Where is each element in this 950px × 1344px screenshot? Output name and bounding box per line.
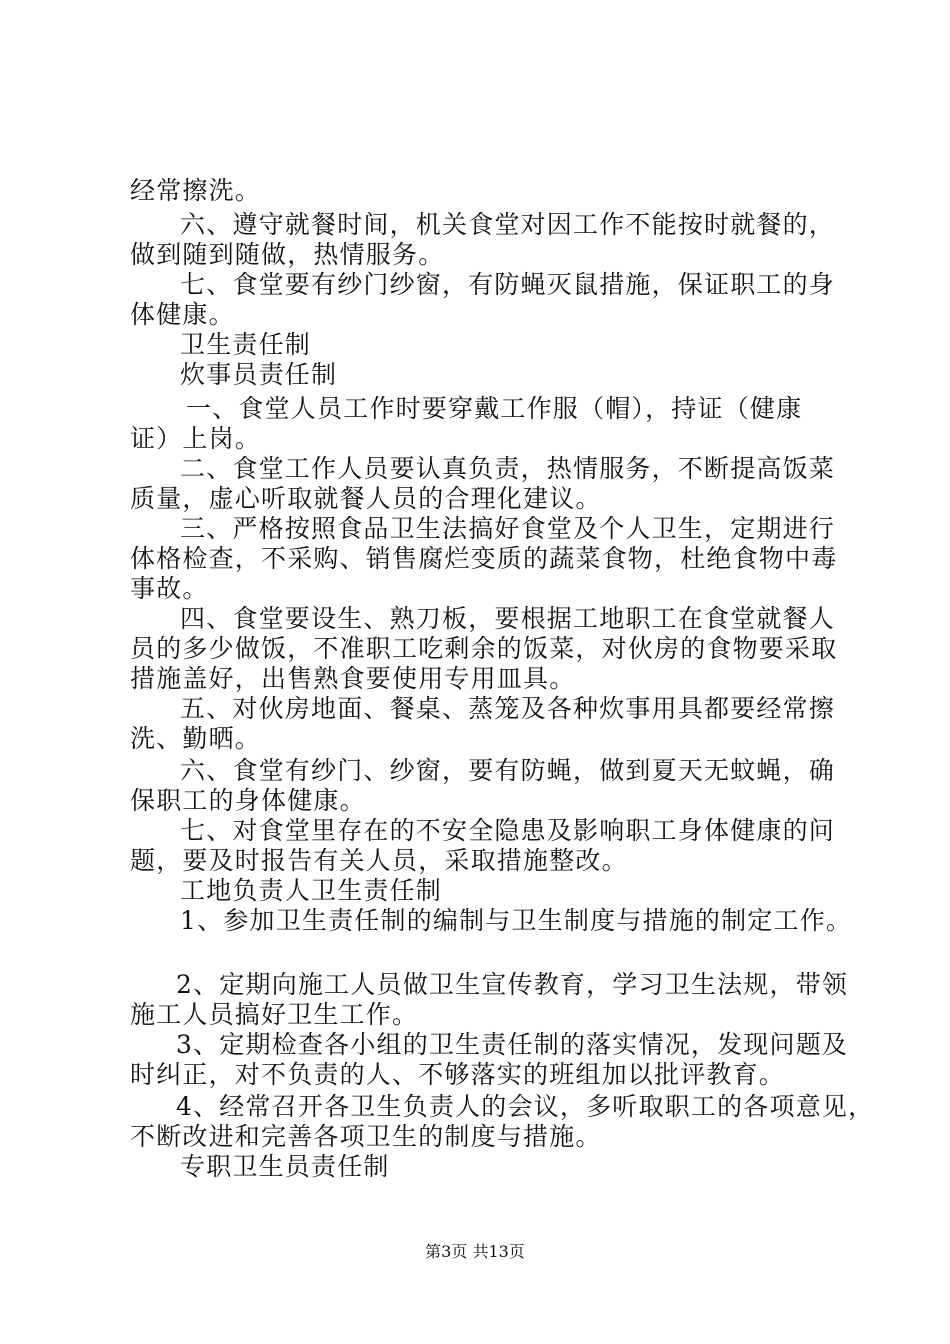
text-line: 3、定期检查各小组的卫生责任制的落实情况，发现问题及 <box>176 1030 849 1059</box>
text-line: 4、经常召开各卫生负责人的会议，多听取职工的各项意见， <box>176 1092 875 1121</box>
text-line: 体格检查，不采购、销售腐烂变质的蔬菜食物，杜绝食物中毒 <box>130 544 838 573</box>
text-line: 2、定期向施工人员做卫生宣传教育，学习卫生法规，带领 <box>176 970 849 999</box>
text-line: 二、食堂工作人员要认真负责，热情服务，不断提高饭菜 <box>180 454 836 483</box>
text-line: 证）上岗。 <box>130 424 262 453</box>
text-line: 保职工的身体健康。 <box>130 786 366 815</box>
text-line: 事故。 <box>130 574 209 603</box>
section-heading: 专职卫生员责任制 <box>180 1152 390 1181</box>
section-heading: 卫生责任制 <box>180 330 312 359</box>
text-line: 三、严格按照食品卫生法搞好食堂及个人卫生，定期进行 <box>180 514 836 543</box>
text-line: 不断改进和完善各项卫生的制度与措施。 <box>130 1122 602 1151</box>
text-line: 质量，虚心听取就餐人员的合理化建议。 <box>130 484 602 513</box>
text-line: 一、食堂人员工作时要穿戴工作服（帽），持证（健康 <box>186 394 803 423</box>
text-line: 题，要及时报告有关人员，采取措施整改。 <box>130 846 628 875</box>
text-line: 四、食堂要设生、熟刀板，要根据工地职工在食堂就餐人 <box>180 604 836 633</box>
text-line: 员的多少做饭，不准职工吃剩余的饭菜，对伙房的食物要采取 <box>130 634 838 663</box>
section-heading: 工地负责人卫生责任制 <box>180 876 443 905</box>
page-number-footer: 第3页 共13页 <box>425 1242 525 1261</box>
text-line: 经常擦洗。 <box>130 176 262 205</box>
text-line: 洗、勤晒。 <box>130 724 262 753</box>
text-line: 体健康。 <box>130 300 235 329</box>
section-heading: 炊事员责任制 <box>180 360 338 389</box>
text-line: 五、对伙房地面、餐桌、蒸笼及各种炊事用具都要经常擦 <box>180 694 836 723</box>
text-line: 1、参加卫生责任制的编制与卫生制度与措施的制定工作。 <box>180 906 853 935</box>
text-line: 六、遵守就餐时间，机关食堂对因工作不能按时就餐的， <box>180 210 836 239</box>
text-line: 七、对食堂里存在的不安全隐患及影响职工身体健康的问 <box>180 816 836 845</box>
text-line: 措施盖好，出售熟食要使用专用皿具。 <box>130 664 576 693</box>
text-line: 时纠正，对不负责的人、不够落实的班组加以批评教育。 <box>130 1060 786 1089</box>
text-line: 施工人员搞好卫生工作。 <box>130 1000 419 1029</box>
text-line: 七、食堂要有纱门纱窗，有防蝇灭鼠措施，保证职工的身 <box>180 270 836 299</box>
text-line: 六、食堂有纱门、纱窗，要有防蝇，做到夏天无蚊蝇，确 <box>180 756 836 785</box>
text-line: 做到随到随做，热情服务。 <box>130 240 445 269</box>
